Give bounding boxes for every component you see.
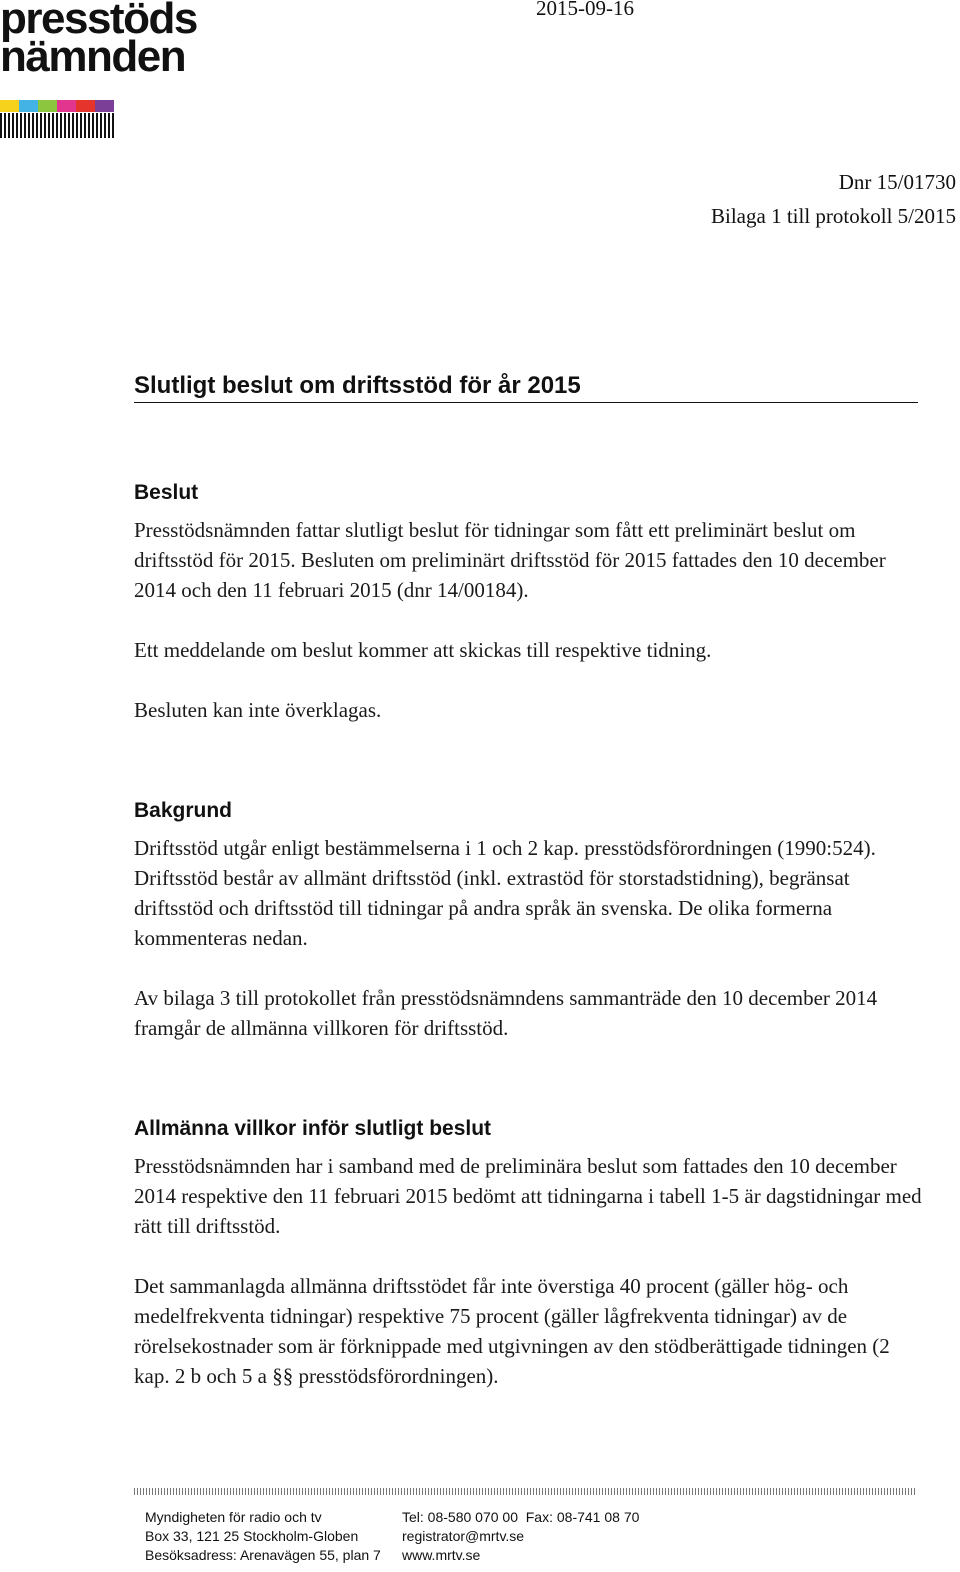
logo-color-block: [0, 100, 19, 112]
document-reference: [711, 165, 956, 233]
section-heading-allmanna-villkor: Allmänna villkor inför slutligt beslut: [134, 1117, 492, 1140]
logo-color-block: [19, 100, 38, 112]
beslut-paragraph-3: Besluten kan inte överklagas.: [134, 698, 382, 722]
footer-address-block: [145, 1508, 381, 1565]
footer-phone-fax: Tel: 08-580 070 00 Fax: 08-741 08 70: [402, 1509, 640, 1525]
document-date: 2015-09-16: [536, 0, 634, 20]
beslut-paragraph-1: Presstödsnämnden fattar slutligt beslut för tidningar som fått ett preliminärt beslut om driftsstöd för 2015. Besluten om preliminärt driftsstöd för 2015 fattades den 10 december 2014 och den 11 februari 2015 (dnr 14/00184).: [134, 518, 886, 602]
footer-email: registrator@mrtv.se: [402, 1528, 525, 1544]
bilaga-reference: Bilaga 1 till protokoll 5/2015: [711, 204, 956, 228]
logo-color-block: [95, 100, 114, 112]
logo-wordmark: [0, 0, 197, 81]
section-heading-bakgrund: Bakgrund: [134, 799, 233, 822]
footer-website: www.mrtv.se: [402, 1547, 481, 1563]
villkor-paragraph-1: Presstödsnämnden har i samband med de preliminära beslut som fattades den 10 december 2014 respektive den 11 februari 2015 bedömt att tidningarna i tabell 1-5 är dagstidningar med rätt till driftsstöd.: [134, 1154, 922, 1238]
logo-color-block: [57, 100, 76, 112]
bakgrund-paragraph-1: Driftsstöd utgår enligt bestämmelserna i 1 och 2 kap. presstödsförordningen (1990:524). Driftsstöd består av allmänt driftsstöd (inkl. extrastöd för storstadstidning), begränsat driftsstöd och driftsstöd till tidningar på andra språk än svenska. De olika formerna kommenteras nedan.: [134, 836, 876, 950]
footer-divider: [134, 1488, 916, 1495]
section-heading-beslut: Beslut: [134, 481, 199, 504]
beslut-paragraph-2: Ett meddelande om beslut kommer att skickas till respektive tidning.: [134, 638, 712, 662]
logo-line-2: nämnden: [0, 32, 186, 81]
footer-contact-block: [402, 1508, 639, 1565]
footer-org-name: Myndigheten för radio och tv: [145, 1509, 322, 1525]
footer-visit-address: Besöksadress: Arenavägen 55, plan 7: [145, 1547, 381, 1563]
logo-barcode-graphic: [0, 113, 116, 138]
logo-color-strip: [0, 100, 114, 112]
presstodsnamnden-logo: [0, 0, 230, 140]
logo-color-block: [76, 100, 95, 112]
logo-line-1: presstöds: [0, 0, 197, 43]
footer-postal-address: Box 33, 121 25 Stockholm-Globen: [145, 1528, 359, 1544]
bakgrund-paragraph-2: Av bilaga 3 till protokollet från presstödsnämndens sammanträde den 10 december 2014 framgår de allmänna villkoren för driftsstöd.: [134, 986, 878, 1040]
logo-color-block: [38, 100, 57, 112]
dnr-number: Dnr 15/01730: [838, 170, 956, 194]
villkor-paragraph-2: Det sammanlagda allmänna driftsstödet får inte överstiga 40 procent (gäller hög- och medelfrekventa tidningar) respektive 75 procent (gäller lågfrekventa tidningar) av de rörelsekostnader som är förknippade med utgivningen av den stödberättigade tidningen (2 kap. 2 b och 5 a §§ presstödsförordningen).: [134, 1274, 890, 1388]
document-title: Slutligt beslut om driftsstöd för år 2015: [134, 372, 918, 403]
